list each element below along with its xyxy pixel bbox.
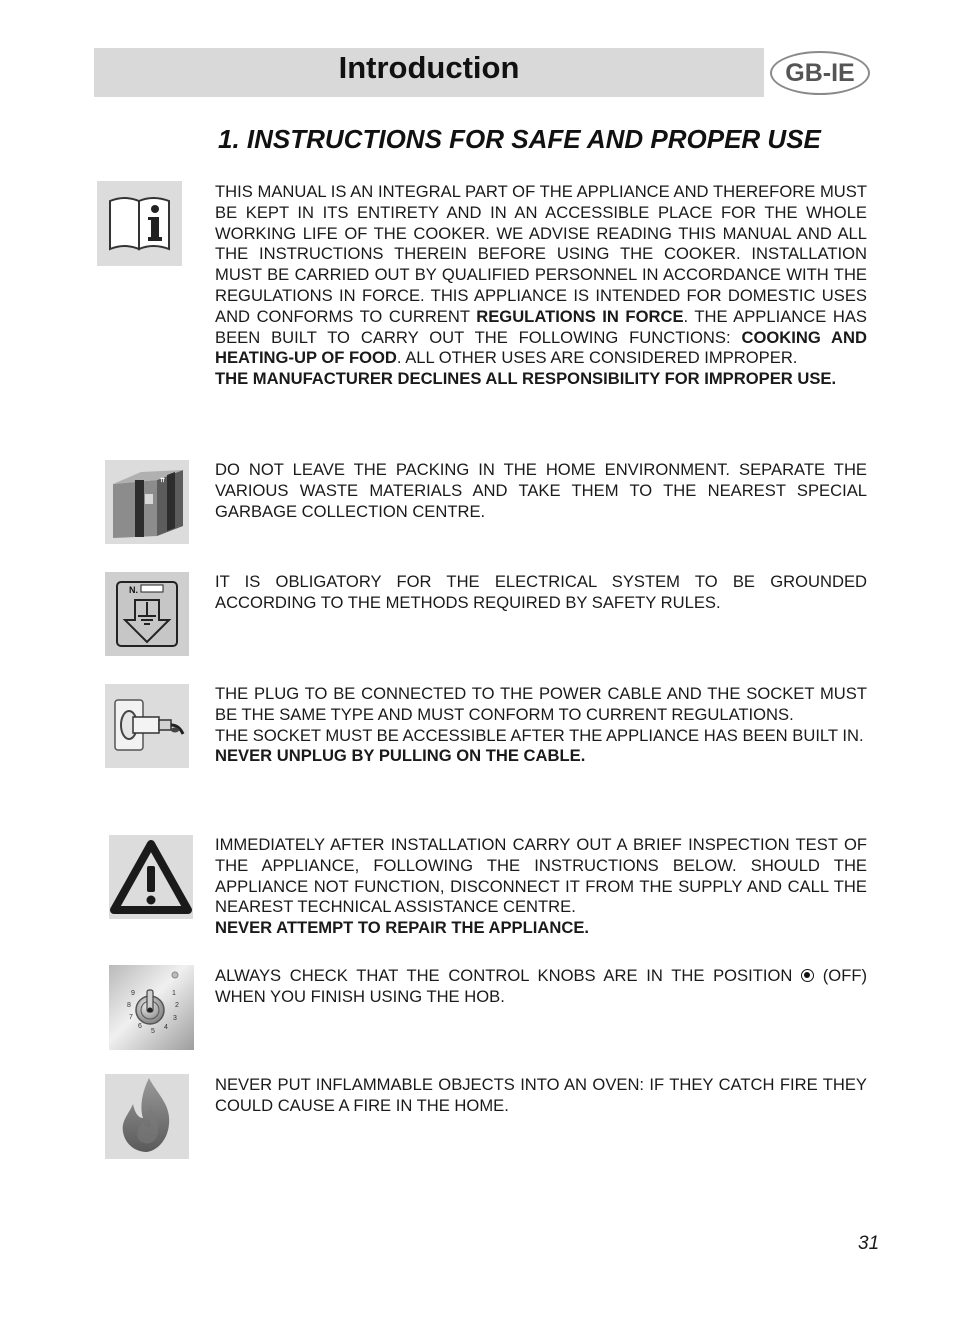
bold-text: REGULATIONS IN FORCE — [476, 306, 684, 326]
instruction-block — [215, 182, 867, 390]
instruction-paragraph — [215, 835, 867, 918]
instruction-block — [215, 966, 867, 1008]
svg-text:⇈: ⇈ — [160, 478, 166, 484]
language-badge: GB-IE — [770, 51, 870, 95]
knob-dial-number: 1 — [172, 990, 176, 997]
text-run: . ALL OTHER USES ARE CONSIDERED IMPROPER. — [396, 348, 798, 368]
off-position-icon — [801, 969, 814, 982]
knob-dial-number: 2 — [175, 1002, 179, 1009]
header-bar — [94, 48, 764, 97]
bold-text: COOKING AND HEATING-UP OF FOOD — [215, 327, 867, 368]
instruction-block — [215, 460, 867, 522]
knob-dial-number: 5 — [151, 1028, 155, 1035]
instruction-block — [215, 1075, 867, 1117]
text-run: DO NOT LEAVE THE PACKING IN THE HOME ENVIRONMENT. SEPARATE THE VARIOUS WASTE MATERIALS AND TAKE THEM TO THE NEAREST SPECIAL GARBAGE COLLECTION CENTRE. — [215, 460, 867, 521]
instruction-paragraph — [215, 1075, 867, 1117]
bold-text: NEVER UNPLUG BY PULLING ON THE CABLE. — [215, 746, 586, 766]
text-run: IT IS OBLIGATORY FOR THE ELECTRICAL SYSTEM TO BE GROUNDED ACCORDING TO THE METHODS REQUIRED BY SAFETY RULES. — [215, 572, 867, 612]
knob-dial-number: 4 — [164, 1024, 168, 1031]
bold-text: NEVER ATTEMPT TO REPAIR THE APPLIANCE. — [215, 918, 589, 938]
manual-info-icon — [97, 181, 182, 266]
instruction-paragraph — [215, 182, 867, 369]
section-title: 1. INSTRUCTIONS FOR SAFE AND PROPER USE — [218, 124, 821, 154]
text-run: (OFF) WHEN YOU FINISH USING THE HOB. — [215, 966, 868, 1006]
knob-dial-number: 3 — [173, 1015, 177, 1022]
instruction-paragraph — [215, 369, 867, 390]
instruction-paragraph — [215, 726, 867, 747]
flame-icon — [105, 1074, 189, 1159]
plug-socket-icon — [105, 684, 189, 768]
instruction-paragraph — [215, 746, 867, 767]
instruction-paragraph — [215, 572, 867, 614]
instruction-paragraph — [215, 684, 867, 726]
knob-dial-number: 6 — [138, 1023, 142, 1030]
knob-dial-number: 8 — [127, 1002, 131, 1009]
text-run: NEVER PUT INFLAMMABLE OBJECTS INTO AN OVEN: IF THEY CATCH FIRE THEY COULD CAUSE A FIRE IN THE HOME. — [215, 1075, 867, 1115]
knob-dial-number: 7 — [129, 1014, 133, 1021]
bold-text: THE MANUFACTURER DECLINES ALL RESPONSIBILITY FOR IMPROPER USE. — [215, 369, 837, 389]
instruction-paragraph — [215, 918, 867, 939]
text-run: IMMEDIATELY AFTER INSTALLATION CARRY OUT A BRIEF INSPECTION TEST OF THE APPLIANCE, FOLLOWING THE INSTRUCTIONS BELOW. SHOULD THE APPLIANCE NOT FUNCTION, DISCONNECT IT FROM THE SUPPLY AND CALL THE NEAREST TECHNICAL ASSISTANCE CENTRE. — [215, 835, 867, 917]
text-run: THE PLUG TO BE CONNECTED TO THE POWER CABLE AND THE SOCKET MUST BE THE SAME TYPE AND MUST CONFORM TO CURRENT REGULATIONS. — [215, 684, 867, 724]
text-run: ALWAYS CHECK THAT THE CONTROL KNOBS ARE IN THE POSITION — [215, 966, 802, 985]
warning-triangle-icon — [109, 835, 193, 919]
instruction-paragraph — [215, 460, 867, 522]
text-run: THE SOCKET MUST BE ACCESSIBLE AFTER THE APPLIANCE HAS BEEN BUILT IN. — [215, 725, 864, 745]
page-title: Introduction — [338, 50, 520, 85]
instruction-block — [215, 572, 867, 614]
text-run: . THE APPLIANCE HAS BEEN BUILT TO CARRY OUT THE FOLLOWING FUNCTIONS: — [215, 306, 867, 347]
instruction-block — [215, 835, 867, 939]
text-run: THIS MANUAL IS AN INTEGRAL PART OF THE APPLIANCE AND THEREFORE MUST BE KEPT IN ITS ENTIRETY AND IN AN ACCESSIBLE PLACE FOR THE WHOLE WORKING LIFE OF THE COOKER. WE ADVISE READING THIS MANUAL AND ALL THE INSTRUCTIONS THEREIN BEFORE USING THE COOKER. INSTALLATION MUST BE CARRIED OUT BY QUALIFIED PERSONNEL IN ACCORDANCE WITH THE REGULATIONS IN FORCE. THIS APPLIANCE IS INTENDED FOR DOMESTIC USES AND CONFORMS TO CURRENT — [215, 182, 867, 326]
instruction-paragraph — [215, 966, 867, 1008]
page-number: 31 — [858, 1233, 880, 1254]
ground-symbol-icon — [105, 572, 189, 656]
control-knob-icon — [109, 965, 194, 1050]
knob-dial-number: 9 — [131, 990, 135, 997]
ground-label: N. — [129, 585, 138, 595]
instruction-block — [215, 684, 867, 767]
packing-box-icon — [105, 460, 189, 544]
